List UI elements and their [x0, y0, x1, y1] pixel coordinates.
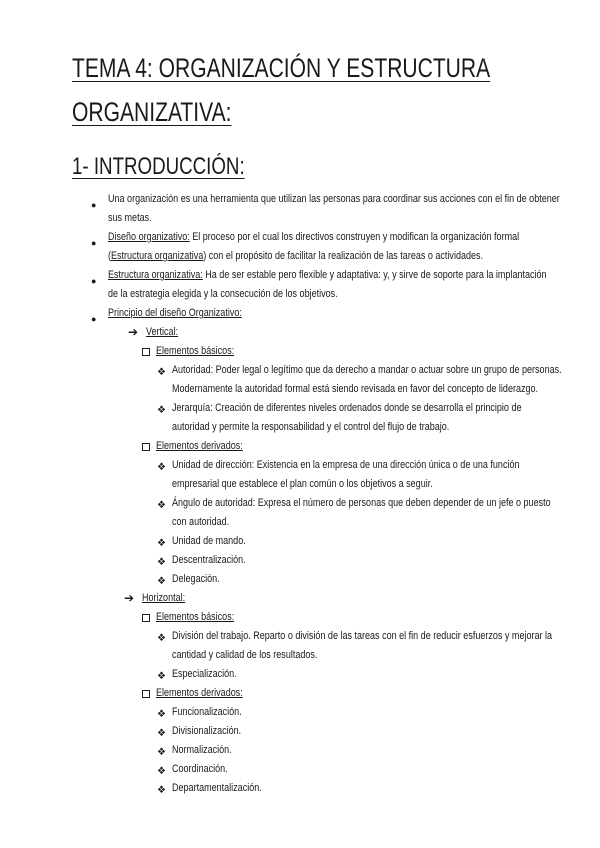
diamond-bullet-icon: ❖	[157, 405, 166, 416]
diamond-bullet-icon: ❖	[157, 557, 166, 568]
diamond-bullet-icon: ❖	[157, 785, 166, 796]
diamond-bullet-icon: ❖	[157, 747, 166, 758]
title-line-1: TEMA 4: ORGANIZACIÓN Y ESTRUCTURA	[72, 53, 491, 83]
list-item-cont: Modernamente la autoridad formal está siendo revisada en favor del concepto de liderazgo.	[172, 383, 539, 395]
vertical-derivados-label: Elementos derivados:	[156, 440, 243, 452]
list-item: Unidad de mando.	[172, 535, 246, 547]
checkbox-square-icon	[142, 443, 150, 451]
term-estructura-link: Estructura organizativa	[111, 250, 204, 262]
bullet-dot: ●	[91, 276, 97, 286]
list-item-cont: cantidad y calidad de los resultados.	[172, 649, 318, 661]
diamond-bullet-icon: ❖	[157, 633, 166, 644]
list-item: Diseño organizativo: El proceso por el cual los directivos construyen y modifican la organización formal	[108, 231, 520, 243]
list-item: Una organización es una herramienta que utilizan las personas para coordinar sus acciones con el fin de obtener	[108, 193, 560, 205]
page-title	[72, 46, 491, 134]
list-item: Departamentalización.	[172, 782, 262, 794]
list-item-cont: con autoridad.	[172, 516, 230, 528]
list-item-cont: (Estructura organizativa) con el propósito de facilitar la realización de las tareas o actividades.	[108, 250, 484, 262]
list-item: Estructura organizativa: Ha de ser estable pero flexible y adaptativa: y, y sirve de soporte para la implantación	[108, 269, 547, 281]
title-line-2: ORGANIZATIVA:	[72, 97, 232, 127]
list-item: Especialización.	[172, 668, 237, 680]
term-diseno: Diseño organizativo:	[108, 231, 190, 243]
list-item: Jerarquía: Creación de diferentes niveles ordenados donde se desarrolla el principio de	[172, 402, 522, 414]
diamond-bullet-icon: ❖	[157, 462, 166, 473]
horizontal-derivados-label: Elementos derivados:	[156, 687, 243, 699]
horizontal-basicos-label: Elementos básicos:	[156, 611, 235, 623]
checkbox-square-icon	[142, 690, 150, 698]
list-item: División del trabajo. Reparto o división de las tareas con el fin de reducir esfuerzos y mejorar la	[172, 630, 553, 642]
list-item-cont: de la estrategia elegida y la consecución de los objetivos.	[108, 288, 338, 300]
list-item: Normalización.	[172, 744, 232, 756]
diamond-bullet-icon: ❖	[157, 367, 166, 378]
checkbox-square-icon	[142, 348, 150, 356]
horizontal-label: Horizontal:	[142, 592, 186, 604]
list-item: Autoridad: Poder legal o legítimo que da derecho a mandar o actuar sobre un grupo de personas.	[172, 364, 562, 376]
term-estructura: Estructura organizativa:	[108, 269, 203, 281]
diamond-bullet-icon: ❖	[157, 500, 166, 511]
list-item: Coordinación.	[172, 763, 228, 775]
diamond-bullet-icon: ❖	[157, 671, 166, 682]
arrow-icon: ➔	[124, 591, 135, 605]
bullet-dot: ●	[91, 314, 97, 324]
diamond-bullet-icon: ❖	[157, 709, 166, 720]
bullet-dot: ●	[91, 200, 97, 210]
section-heading: 1- INTRODUCCIÓN:	[72, 153, 245, 180]
vertical-basicos-label: Elementos básicos:	[156, 345, 235, 357]
list-item-cont: autoridad y permite la responsabilidad y el control del flujo de trabajo.	[172, 421, 450, 433]
list-item: Divisionalización.	[172, 725, 242, 737]
list-item: Unidad de dirección: Existencia en la empresa de una dirección única o de una función	[172, 459, 520, 471]
list-item: Ángulo de autoridad: Expresa el número de personas que deben depender de un jefe o puesto	[172, 497, 551, 509]
list-item: Descentralización.	[172, 554, 246, 566]
diamond-bullet-icon: ❖	[157, 576, 166, 587]
arrow-icon: ➔	[128, 325, 139, 339]
list-item: Principio del diseño Organizativo:	[108, 307, 242, 319]
bullet-dot: ●	[91, 238, 97, 248]
list-item: Funcionalización.	[172, 706, 242, 718]
vertical-label: Vertical:	[146, 326, 179, 338]
list-item: Delegación.	[172, 573, 220, 585]
diamond-bullet-icon: ❖	[157, 728, 166, 739]
list-item-cont: empresarial que establece el plan común o los objetivos a seguir.	[172, 478, 433, 490]
list-item-cont: sus metas.	[108, 212, 152, 224]
diamond-bullet-icon: ❖	[157, 766, 166, 777]
diamond-bullet-icon: ❖	[157, 538, 166, 549]
checkbox-square-icon	[142, 614, 150, 622]
